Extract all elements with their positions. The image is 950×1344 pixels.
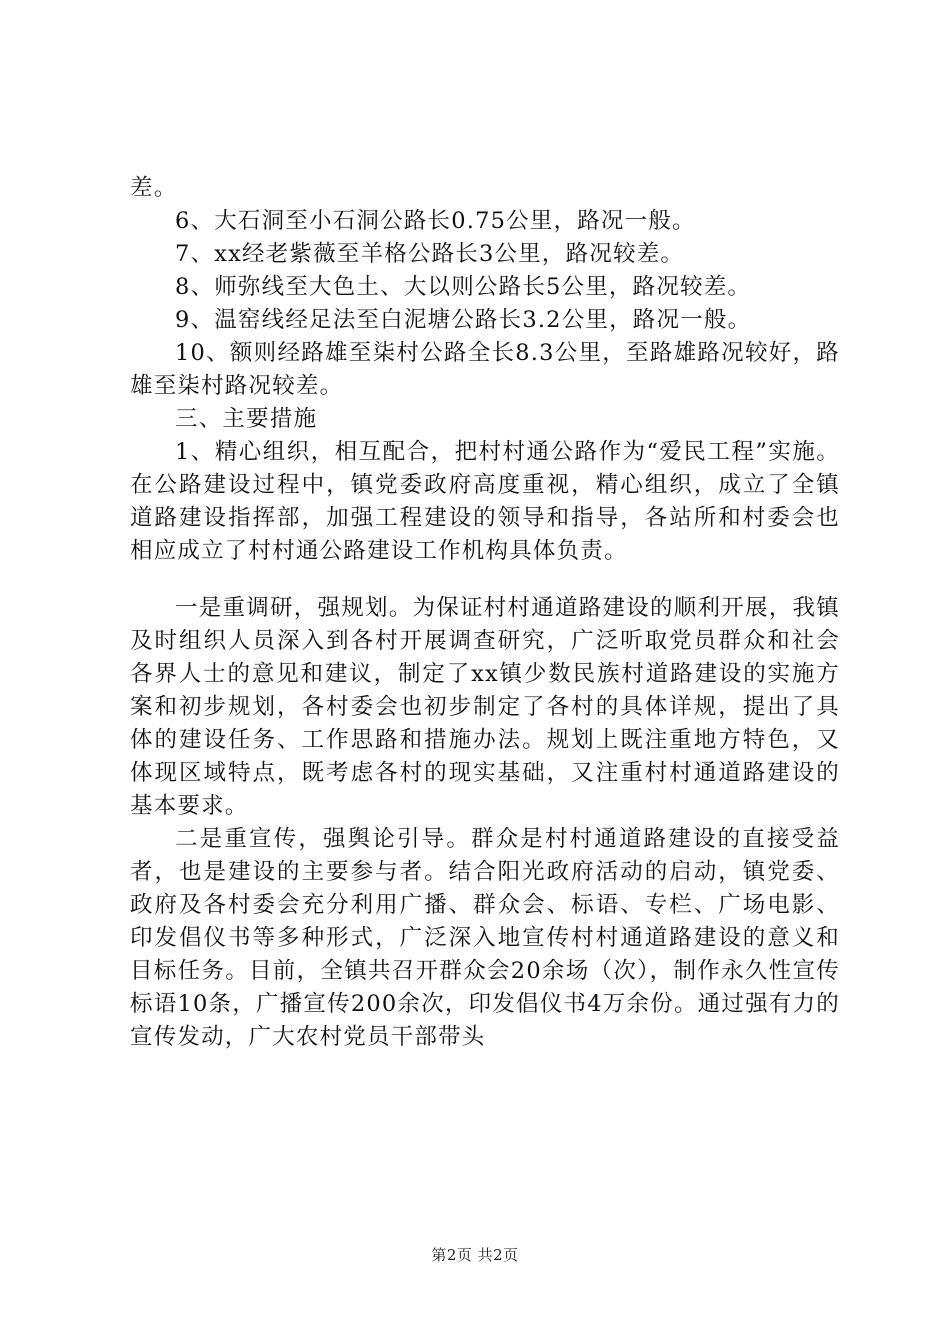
measure-paragraph-1: 1、精心组织，相互配合，把村村通公路作为“爱民工程”实施。在公路建设过程中，镇党委政府高度重视，精心组织，成立了全镇道路建设指挥部，加强工程建设的领导和指导，各站所和村委会也相应成立了村村通公路建设工作机构具体负责。 xyxy=(130,439,840,564)
list-item-6: 6、大石洞至小石洞公路长0.75公里，路况一般。 xyxy=(175,208,696,234)
paragraph-research-planning: 一是重调研，强规划。为保证村村通道路建设的顺利开展，我镇及时组织人员深入到各村开展调查研究，广泛听取党员群众和社会各界人士的意见和建议，制定了xx镇少数民族村道路建设的实施方案和初步规划，各村委会也初步制定了各村的具体详规，提出了具体的建设任务、工作思路和措施办法。规划上既注重地方特色，又体现区域特点，既考虑各村的现实基础，又注重村村通道路建设的基本要求。 xyxy=(130,595,840,819)
paragraph-continuation: 差。 xyxy=(130,175,178,201)
paragraph-publicity: 二是重宣传，强舆论引导。群众是村村通道路建设的直接受益者，也是建设的主要参与者。结合阳光政府活动的启动，镇党委、政府及各村委会充分利用广播、群众会、标语、专栏、广场电影、印发倡仪书等多种形式，广泛深入地宣传村村通道路建设的意义和目标任务。目前，全镇共召开群众会20余场（次），制作永久性宣传标语10条，广播宣传200余次，印发倡仪书4万余份。通过强有力的宣传发动，广大农村党员干部带头 xyxy=(130,826,840,1050)
document-body xyxy=(130,172,840,1054)
list-item-9: 9、温窑线经足法至白泥塘公路长3.2公里，路况一般。 xyxy=(175,307,752,333)
page-number-footer: 第2页 共2页 xyxy=(431,1246,519,1264)
list-item-8: 8、师弥线至大色土、大以则公路长5公里，路况较差。 xyxy=(175,274,752,300)
list-item-7: 7、xx经老紫薇至羊格公路长3公里，路况较差。 xyxy=(175,241,685,267)
section-heading-main-measures: 三、主要措施 xyxy=(175,406,318,432)
list-item-10: 10、额则经路雄至柒村公路全长8.3公里，至路雄路况较好，路雄至柒村路况较差。 xyxy=(130,340,840,399)
